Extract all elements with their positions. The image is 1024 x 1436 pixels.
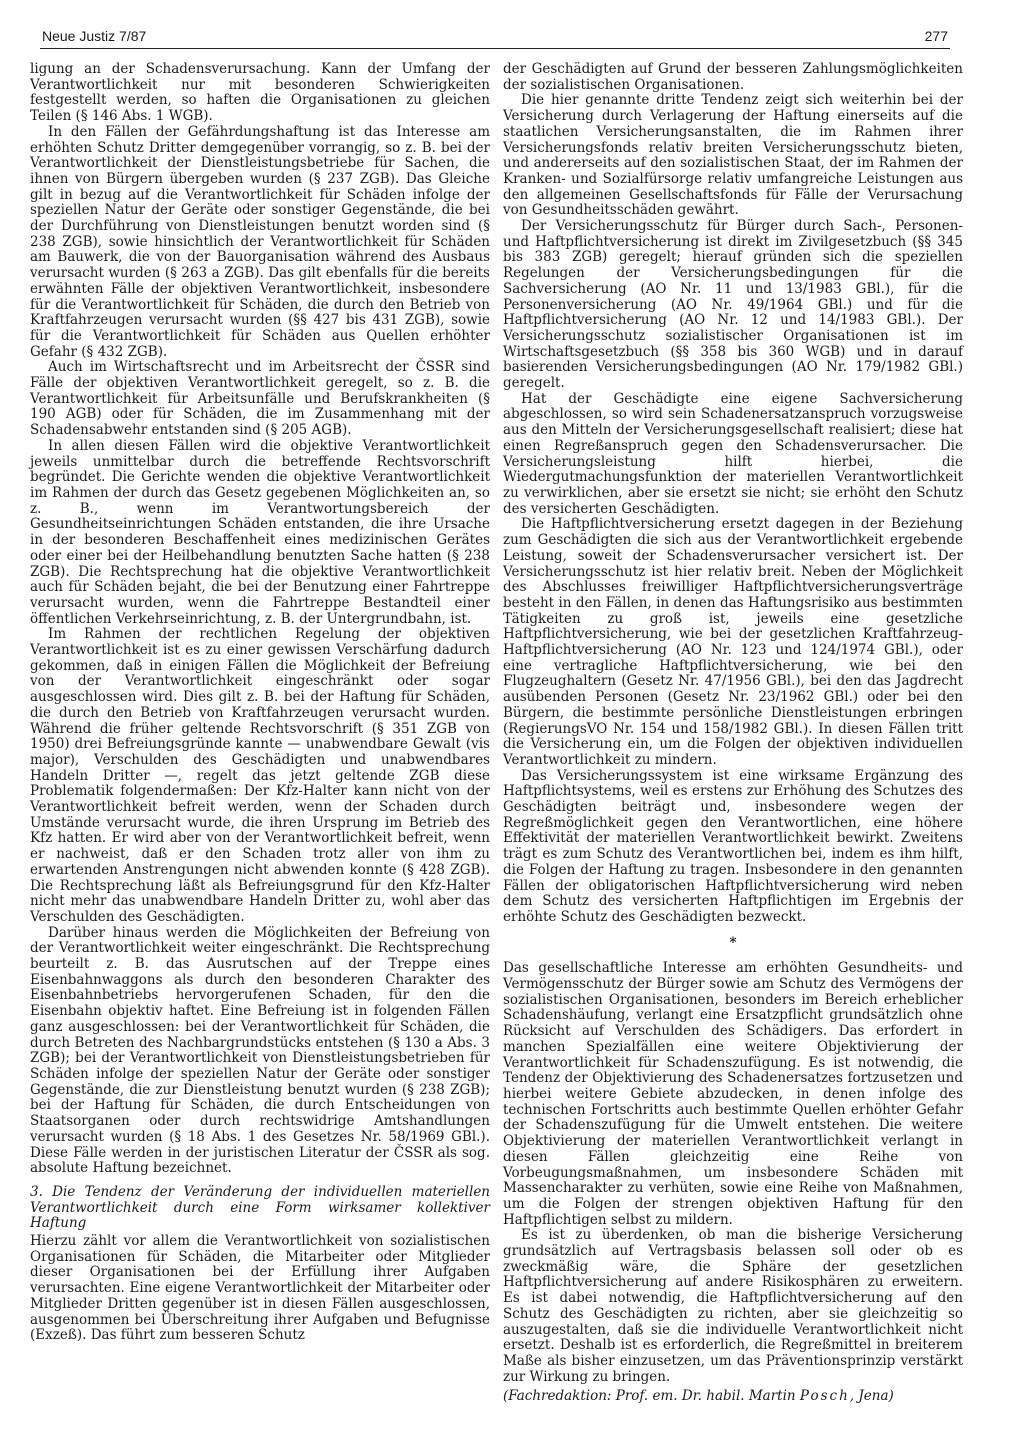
paragraph: Das gesellschaftliche Interesse am erhöhten Gesundheits- und Vermögensschutz der Bürger sowie am Schutz des Vermögens der sozialistischen Organisationen, besonders im Bereich erheblicher Schadenshäufung, verlangt eine Ersatzpflicht grundsätzlich ohne Rücksicht auf Verschulden des Schädigers. Das erfordert in manchen Spezialfällen eine weitere Objektivierung der Verantwortlichkeit für Schadenszufügung. Es ist notwendig, die Tendenz der Objektivierung des Schadenersatzes fortzusetzen und hierbei weitere Gebiete abzudecken, in denen infolge des technischen Fortschritts auch bestimmte Quellen erhöhter Gefahr der Schadenszufügung für die Umwelt entstehen. Die weitere Objektivierung der materiellen Verantwortlichkeit verlangt in diesen Fällen gleichzeitig eine Reihe von Vorbeugungsmaßnahmen, um insbesondere Schäden mit Massencharakter zu verhüten, sowie eine Reihe von Maßnahmen, um die Folgen der strengen objektiven Haftung für den Haftpflichtigen selbst zu mildern. (503, 960, 963, 1228)
paragraph: Die hier genannte dritte Tendenz zeigt sich weiterhin bei der Versicherung durch Verlagerung der Haftung einerseits auf die staatlichen Versicherungsanstalten, die im Rahmen ihrer Versicherungsfonds relativ breiten Versicherungsschutz bieten, und andererseits auf den sozialistischen Staat, der im Rahmen der Kranken- und Sozialfürsorge relativ umfangreiche Leistungen aus den allgemeinen Gesellschaftsfonds für Fälle der Verursachung von Gesundheitsschäden gewährt. (503, 92, 963, 219)
credit-prefix: (Fachredaktion: Prof. em. Dr. habil. Martin (503, 1388, 800, 1405)
paragraph: Auch im Wirtschaftsrecht und im Arbeitsrecht der ČSSR sind Fälle der objektiven Verantwortlichkeit geregelt, so z. B. die Verantwortlichkeit für Arbeitsunfälle und Berufskrankheiten (§ 190 AGB) oder für Schäden, die im Zusammenhang mit der Schadensabwehr entstanden sind (§ 205 AGB). (30, 359, 490, 439)
paragraph: Darüber hinaus werden die Möglichkeiten der Befreiung von der Verantwortlichkeit weiter eingeschränkt. Die Rechtsprechung beurteilt z. B. das Ausrutschen auf der Treppe eines Eisenbahnwaggons als durch den besonderen Charakter des Eisenbahnbetriebs hervorgerufenen Schaden, für den die Eisenbahn objektiv haftet. Eine Befreiung ist in folgenden Fällen ganz ausgeschlossen: bei der Verantwortlichkeit für Schäden, die durch Betreten des Nachbargrundstücks entstehen (§ 130 a Abs. 3 ZGB); bei der Verantwortlichkeit von Dienstleistungsbetrieben für Schäden infolge der speziellen Natur der Geräte oder sonstiger Gegenstände, die zur Dienstleistung benutzt wurden (§ 238 ZGB); bei der Haftung für Schäden, die durch Entscheidungen von Staatsorganen oder durch rechtswidrige Amtshandlungen verursacht wurden (§ 18 Abs. 1 des Gesetzes Nr. 58/1969 GBl.). Diese Fälle werden in der juristischen Literatur der ČSSR als sog. absolute Haftung bezeichnet. (30, 924, 490, 1177)
paragraph: In den Fällen der Gefährdungshaftung ist das Interesse am erhöhten Schutz Dritter demgegenüber vorrangig, so z. B. bei der Verantwortlichkeit der Dienstleistungsbetriebe für Sachen, die ihnen von Bürgern übergeben wurden (§ 237 ZGB). Das Gleiche gilt in bezug auf die Verantwortlichkeit für Schäden infolge der speziellen Natur der Geräte oder sonstiger Gegenstände, die bei der Durchführung von Dienstleistungen benutzt worden sind (§ 238 ZGB), sowie hinsichtlich der Verantwortlichkeit für Schäden am Bauwerk, die von der Bauorganisation während des Ausbaus verursacht wurden (§ 263 a ZGB). Das gilt ebenfalls für die bereits erwähnten Fälle der objektiven Verantwortlichkeit, insbesondere für die Verantwortlichkeit für Schäden, die durch den Betrieb von Kraftfahrzeugen verursacht wurden (§§ 427 bis 431 ZGB), sowie für die Verantwortlichkeit für Schäden aus Quellen erhöhter Gefahr (§ 432 ZGB). (30, 123, 490, 360)
left-column (30, 62, 490, 1344)
paragraph: Die Haftpflichtversicherung ersetzt dagegen in der Beziehung zum Geschädigten die sich aus der Verantwortlichkeit ergebende Leistung, soweit der Schadensverursacher versichert ist. Der Versicherungsschutz ist hier relativ breit. Neben der Möglichkeit des Abschlusses freiwilliger Haftpflichtversicherungsverträge besteht in den Fällen, in denen das Haftungsrisiko aus bestimmten Tätigkeiten zu groß ist, jeweils eine gesetzliche Haftpflichtversicherung, wie bei der gesetzlichen Kraftfahrzeug-Haftpflichtversicherung (AO Nr. 123 und 124/1974 GBl.), oder eine vertragliche Haftpflichtversicherung, wie bei den Flugzeughaltern (Gesetz Nr. 47/1956 GBl.), bei den das Jagdrecht ausübenden Personen (Gesetz Nr. 23/1962 GBl.) oder bei den Bürgern, die bestimmte persönliche Dienstleistungen erbringen (RegierungsVO Nr. 154 und 158/1982 GBl.). In diesen Fällen tritt die Versicherung ein, um die Folgen der objektiven individuellen Verantwortlichkeit zu mindern. (503, 516, 963, 768)
paragraph: der Geschädigten auf Grund der besseren Zahlungsmöglichkeiten der sozialistischen Organisationen. (503, 61, 963, 93)
paragraph: Hierzu zählt vor allem die Verantwortlichkeit von sozialistischen Organisationen für Schäden, die Mitarbeiter oder Mitglieder dieser Organisationen bei der Erfüllung ihrer Aufgaben verursachten. Eine eigene Verantwortlichkeit der Mitarbeiter oder Mitglieder Dritten gegenüber ist in diesen Fällen ausgeschlossen, ausgenommen bei Überschreitung ihrer Aufgaben und Befugnisse (Exzeß). Das führt zum besseren Schutz (30, 1233, 490, 1344)
right-column (503, 62, 963, 1405)
paragraph: Es ist zu überdenken, ob man die bisherige Versicherung grundsätzlich auf Vertragsbasis belassen soll oder ob es zweckmäßig wäre, die Sphäre der gesetzlichen Haftpflichtversicherung auf andere Risikosphären zu erweitern. Es ist dabei notwendig, die Haftpflichtversicherung auf den Schutz des Geschädigten zu richten, aber sie gleichzeitig so auszugestalten, daß sie die individuelle Verantwortlichkeit nicht ersetzt. Deshalb ist es erforderlich, die Regreßmittel in breiterem Maße als bisher einzusetzen, um das Präventionsprinzip verstärkt zur Wirkung zu bringen. (503, 1227, 963, 1385)
credit-name: Posch (799, 1388, 850, 1405)
page-number: 277 (924, 28, 948, 44)
section-heading: 3. Die Tendenz der Veränderung der individuellen materiellen Verantwortlichkeit durch eine Form wirksamer kollektiver Haftung (30, 1183, 490, 1232)
paragraph: Hat der Geschädigte eine eigene Sachversicherung abgeschlossen, so wird sein Schadenersatzanspruch vorzugsweise aus den Mitteln der Versicherungsgesellschaft realisiert; diese hat einen Regreßanspruch gegen den Schadensverursacher. Die Versicherungsleistung hilft hierbei, die Wiedergutmachungsfunktion der materiellen Verantwortlichkeit zu verwirklichen, aber sie ersetzt sie nicht; sie erhöht den Schutz des versicherten Geschädigten. (503, 390, 963, 517)
paragraph: Der Versicherungsschutz für Bürger durch Sach-, Personen- und Haftpflichtversicherung ist direkt im Zivilgesetzbuch (§§ 345 bis 383 ZGB) geregelt; hierauf gründen sich die speziellen Regelungen der Versicherungsbedingungen für die Sachversicherung (AO Nr. 11 und 13/1983 GBl.), für die Personenversicherung (AO Nr. 49/1964 GBl.) und für die Haftpflichtversicherung (AO Nr. 12 und 14/1983 GBl.). Der Versicherungsschutz sozialistischer Organisationen ist im Wirtschaftsgesetzbuch (§§ 358 bis 360 WGB) und in darauf basierenden Versicherungsbedingungen (AO Nr. 179/1982 GBl.) geregelt. (503, 218, 963, 392)
section-separator: * (729, 934, 737, 951)
page-header (40, 28, 950, 49)
journal-title: Neue Justiz 7/87 (42, 28, 147, 44)
editorial-credit (503, 1389, 963, 1405)
credit-suffix: , Jena) (849, 1388, 894, 1405)
paragraph: Im Rahmen der rechtlichen Regelung der objektiven Verantwortlichkeit ist es zu einer gewissen Verschärfung dadurch gekommen, daß in einigen Fällen die Möglichkeit der Befreiung von der Verantwortlichkeit eingeschränkt oder sogar ausgeschlossen wird. Dies gilt z. B. bei der Haftung für Schäden, die durch den Betrieb von Kraftfahrzeugen verursacht wurden. Während die früher geltende Rechtsvorschrift (§ 351 ZGB von 1950) drei Befreiungsgründe kannte — unabwendbare Gewalt (vis major), Verschulden des Geschädigten und unabwendbares Handeln Dritter —, regelt das jetzt geltende ZGB diese Problematik folgendermaßen: Der Kfz-Halter kann nicht von der Verantwortlichkeit befreit werden, wenn der Schaden durch Umstände verursacht wurde, die ihren Ursprung im Betrieb des Kfz hatten. Er wird aber von der Verantwortlichkeit befreit, wenn er nachweist, daß er den Schaden trotz aller von ihm zu erwartenden Anstrengungen nicht abwenden konnte (§ 428 ZGB). Die Rechtsprechung läßt als Befreiungsgrund für den Kfz-Halter nicht mehr das unabwendbare Handeln Dritter zu, wohl aber das Verschulden des Geschädigten. (30, 626, 490, 925)
paragraph: In allen diesen Fällen wird die objektive Verantwortlichkeit jeweils unmittelbar durch die betreffende Rechtsvorschrift begründet. Die Gerichte wenden die objektive Verantwortlichkeit im Rahmen der durch das Gesetz gegebenen Möglichkeiten an, so z. B., wenn im Verantwortungsbereich der Gesundheitseinrichtungen Schäden entstanden, die ihre Ursache in der besonderen Beschaffenheit eines medizinischen Gerätes oder einer bei der Heilbehandlung benutzten Sache hatten (§ 238 ZGB). Die Rechtsprechung hat die objektive Verantwortlichkeit auch für Schäden bejaht, die bei der Benutzung einer Fahrtreppe verursacht wurden, wenn die Fahrtreppe Bestandteil einer öffentlichen Verkehrseinrichtung, z. B. der Untergrundbahn, ist. (30, 437, 490, 627)
paragraph: Das Versicherungssystem ist eine wirksame Ergänzung des Haftpflichtsystems, weil es erstens zur Erhöhung des Schutzes des Geschädigten beiträgt und, insbesondere wegen der Regreßmöglichkeit gegen den Verantwortlichen, eine höhere Effektivität der materiellen Verantwortlichkeit bewirkt. Zweitens trägt es zum Schutz des Verantwortlichen bei, indem es ihm hilft, die Folgen der Haftung zu tragen. Insbesondere in den genannten Fällen der obligatorischen Haftpflichtversicherung wird neben dem Schutz des versicherten Haftpflichtigen im Ergebnis der erhöhte Schutz des Geschädigten bezweckt. (503, 767, 963, 925)
paragraph: ligung an der Schadensverursachung. Kann der Umfang der Verantwortlichkeit nur mit besonderen Schwierigkeiten festgestellt werden, so haften die Organisationen zu gleichen Teilen (§ 146 Abs. 1 WGB). (30, 61, 490, 125)
